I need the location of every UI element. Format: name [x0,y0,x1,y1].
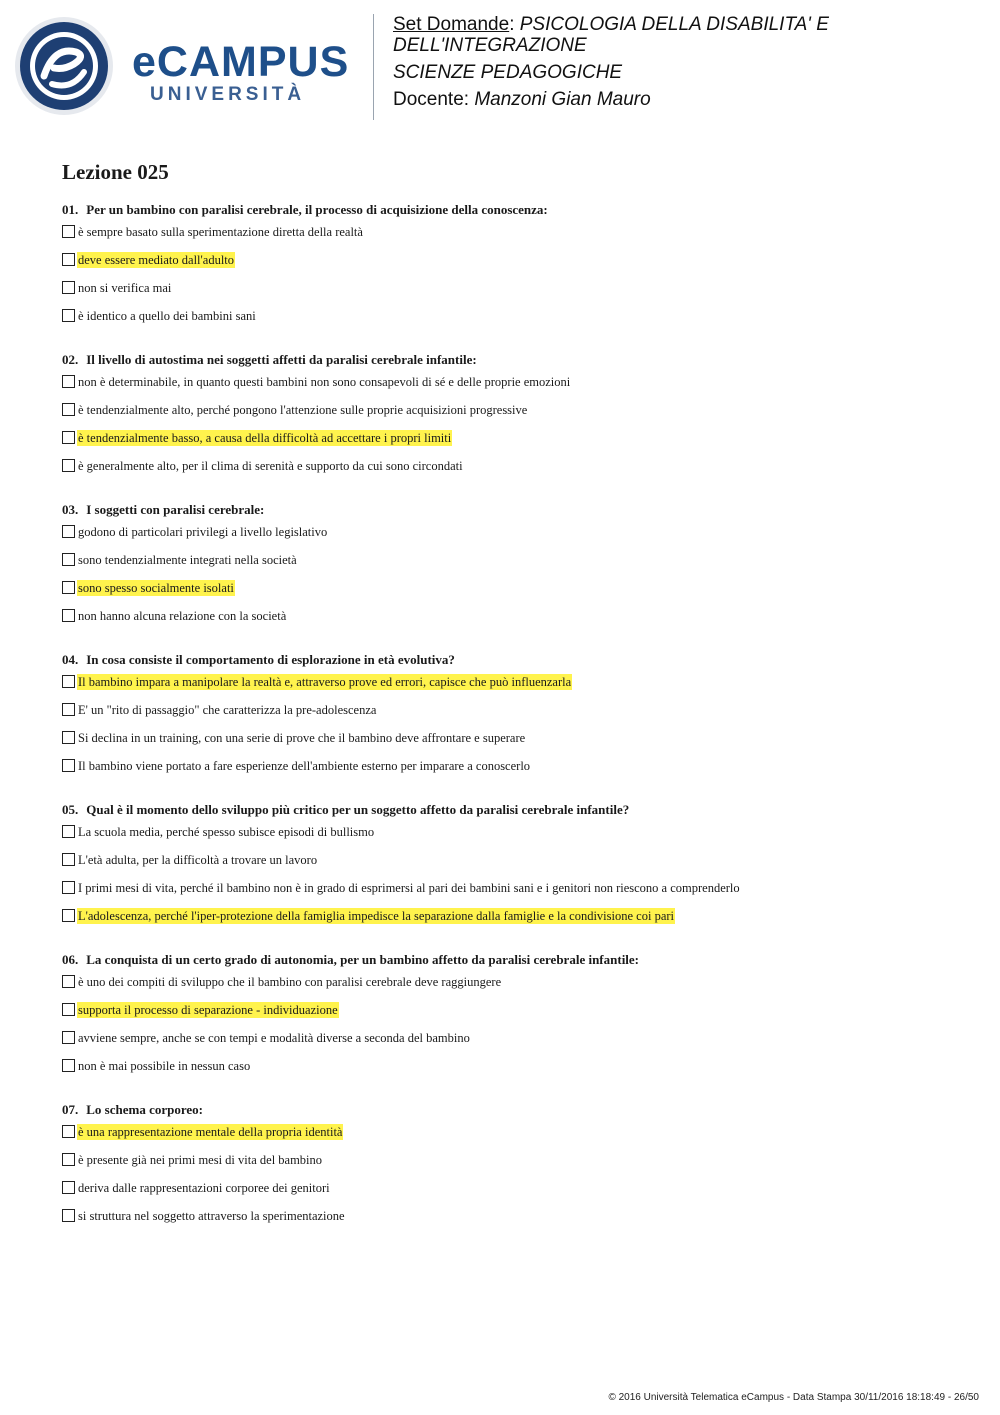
set-label: Set Domande [393,14,510,35]
question [62,651,962,786]
question-number: 05. [62,802,79,817]
answer-option[interactable] [62,1124,962,1152]
teacher-name: Manzoni Gian Mauro [474,89,651,110]
answer-option[interactable] [62,908,962,936]
answer-checkbox[interactable] [62,675,75,688]
answer-checkbox[interactable] [62,431,75,444]
question-text [62,651,962,669]
faculty-line [393,62,973,83]
answer-option[interactable] [62,402,962,430]
question-number: 04. [62,652,79,667]
question [62,501,962,636]
answer-checkbox[interactable] [62,553,75,566]
answer-option[interactable] [62,824,962,852]
answer-text-correct: L'adolescenza, perché l'iper-protezione della famiglia impedisce la separazione dalla famiglie e la condivisione coi pari [78,909,674,923]
teacher-label: Docente: [393,89,475,110]
answer-option[interactable] [62,1030,962,1058]
question-number: 06. [62,952,79,967]
answer-checkbox[interactable] [62,1181,75,1194]
answer-option[interactable] [62,252,962,280]
answer-text-correct: deve essere mediato dall'adulto [78,253,235,267]
answer-checkbox[interactable] [62,253,75,266]
question [62,951,962,1086]
answer-checkbox[interactable] [62,1153,75,1166]
answer-checkbox[interactable] [62,1059,75,1072]
header-info [393,14,973,116]
question-label: In cosa consiste il comportamento di esplorazione in età evolutiva? [86,652,455,667]
ecampus-brand [132,40,357,106]
answer-option[interactable] [62,974,962,1002]
course-title: PSICOLOGIA DELLA DISABILITA' E DELL'INTEGRAZIONE [393,14,829,56]
brand-name: eCAMPUS [132,38,350,86]
answer-checkbox[interactable] [62,609,75,622]
question [62,201,962,336]
answer-text: sono tendenzialmente integrati nella società [78,553,297,567]
question-label: Il livello di autostima nei soggetti affetti da paralisi cerebrale infantile: [86,352,477,367]
lesson-title: Lezione 025 [62,160,169,184]
questions-list [62,201,962,1251]
answer-text: La scuola media, perché spesso subisce episodi di bullismo [78,825,375,839]
question-number: 03. [62,502,79,517]
answer-option[interactable] [62,608,962,636]
question-text [62,351,962,369]
answer-checkbox[interactable] [62,309,75,322]
question-text [62,201,962,219]
answer-checkbox[interactable] [62,1209,75,1222]
answer-option[interactable] [62,1180,962,1208]
question-label: Lo schema corporeo: [86,1102,203,1117]
answer-option[interactable] [62,1002,962,1030]
answer-checkbox[interactable] [62,825,75,838]
answer-checkbox[interactable] [62,703,75,716]
answer-text: non hanno alcuna relazione con la società [78,609,287,623]
answer-checkbox[interactable] [62,731,75,744]
answer-option[interactable] [62,1058,962,1086]
answer-option[interactable] [62,852,962,880]
question-number: 07. [62,1102,79,1117]
answer-text: godono di particolari privilegi a livello legislativo [78,525,328,539]
answer-option[interactable] [62,674,962,702]
answer-checkbox[interactable] [62,581,75,594]
question-label: Per un bambino con paralisi cerebrale, il processo di acquisizione della conoscenza: [86,202,548,217]
answer-option[interactable] [62,430,962,458]
answer-option[interactable] [62,224,962,252]
answer-option[interactable] [62,552,962,580]
answer-option[interactable] [62,758,962,786]
answer-text: I primi mesi di vita, perché il bambino non è in grado di esprimersi al pari dei bambini sani e i genitori non riescono a comprenderlo [78,881,740,895]
answer-text: si struttura nel soggetto attraverso la sperimentazione [78,1209,345,1223]
answer-text-correct: è tendenzialmente basso, a causa della difficoltà ad accettare i propri limiti [78,431,452,445]
question-label: Qual è il momento dello sviluppo più critico per un soggetto affetto da paralisi cerebrale infantile? [86,802,630,817]
answer-checkbox[interactable] [62,1031,75,1044]
answer-text: è tendenzialmente alto, perché pongono l'attenzione sulle proprie acquisizioni progressive [78,403,528,417]
answer-text: deriva dalle rappresentazioni corporee dei genitori [78,1181,330,1195]
question [62,801,962,936]
answer-text-correct: supporta il processo di separazione - individuazione [78,1003,338,1017]
question-text [62,501,962,519]
answer-text: Si declina in un training, con una serie di prove che il bambino deve affrontare e superare [78,731,526,745]
answer-checkbox[interactable] [62,281,75,294]
answer-text-correct: sono spesso socialmente isolati [78,581,234,595]
question-text [62,951,962,969]
question-label: La conquista di un certo grado di autonomia, per un bambino affetto da paralisi cerebrale infantile: [86,952,640,967]
answer-checkbox[interactable] [62,853,75,866]
answer-checkbox[interactable] [62,375,75,388]
question [62,1101,962,1236]
answer-checkbox[interactable] [62,909,75,922]
set-separator: : [509,14,520,35]
answer-text: è uno dei compiti di sviluppo che il bambino con paralisi cerebrale deve raggiungere [78,975,502,989]
answer-option[interactable] [62,524,962,552]
answer-checkbox[interactable] [62,459,75,472]
answer-option[interactable] [62,374,962,402]
faculty-name: SCIENZE PEDAGOGICHE [393,62,623,83]
answer-text: è generalmente alto, per il clima di serenità e supporto da cui sono circondati [78,459,463,473]
answer-checkbox[interactable] [62,1125,75,1138]
answer-text: Il bambino viene portato a fare esperienze dell'ambiente esterno per imparare a conoscerlo [78,759,531,773]
answer-text: L'età adulta, per la difficoltà a trovare un lavoro [78,853,318,867]
answer-option[interactable] [62,1208,962,1236]
answer-checkbox[interactable] [62,759,75,772]
answer-checkbox[interactable] [62,525,75,538]
answer-checkbox[interactable] [62,403,75,416]
answer-text: è identico a quello dei bambini sani [78,309,256,323]
answer-text: E' un "rito di passaggio" che caratterizza la pre-adolescenza [78,703,377,717]
answer-option[interactable] [62,580,962,608]
answer-text: è presente già nei primi mesi di vita del bambino [78,1153,323,1167]
question-label: I soggetti con paralisi cerebrale: [86,502,265,517]
page-footer: © 2016 Università Telematica eCampus - Data Stampa 30/11/2016 18:18:49 - 26/50 [608,1392,979,1403]
answer-text: non si verifica mai [78,281,172,295]
question-number: 02. [62,352,79,367]
answer-text: non è determinabile, in quanto questi bambini non sono consapevoli di sé e delle proprie emozioni [78,375,571,389]
teacher-line [393,89,973,110]
ecampus-logo-emblem [14,16,114,116]
answer-checkbox[interactable] [62,975,75,988]
answer-text: non è mai possibile in nessun caso [78,1059,251,1073]
answer-text: avviene sempre, anche se con tempi e modalità diverse a seconda del bambino [78,1031,470,1045]
question-text [62,801,962,819]
answer-option[interactable] [62,280,962,308]
answer-checkbox[interactable] [62,225,75,238]
answer-option[interactable] [62,458,962,486]
brand-subtitle: UNIVERSITÀ [150,84,306,105]
answer-option[interactable] [62,308,962,336]
answer-option[interactable] [62,1152,962,1180]
set-line [393,14,973,56]
answer-text-correct: Il bambino impara a manipolare la realtà e, attraverso prove ed errori, capisce che può influenzarla [78,675,572,689]
header-divider [373,14,374,120]
question-text [62,1101,962,1119]
answer-checkbox[interactable] [62,1003,75,1016]
answer-text: è sempre basato sulla sperimentazione diretta della realtà [78,225,363,239]
answer-option[interactable] [62,702,962,730]
question-number: 01. [62,202,79,217]
answer-checkbox[interactable] [62,881,75,894]
question [62,351,962,486]
answer-option[interactable] [62,730,962,758]
answer-option[interactable] [62,880,962,908]
answer-text-correct: è una rappresentazione mentale della propria identità [78,1125,343,1139]
